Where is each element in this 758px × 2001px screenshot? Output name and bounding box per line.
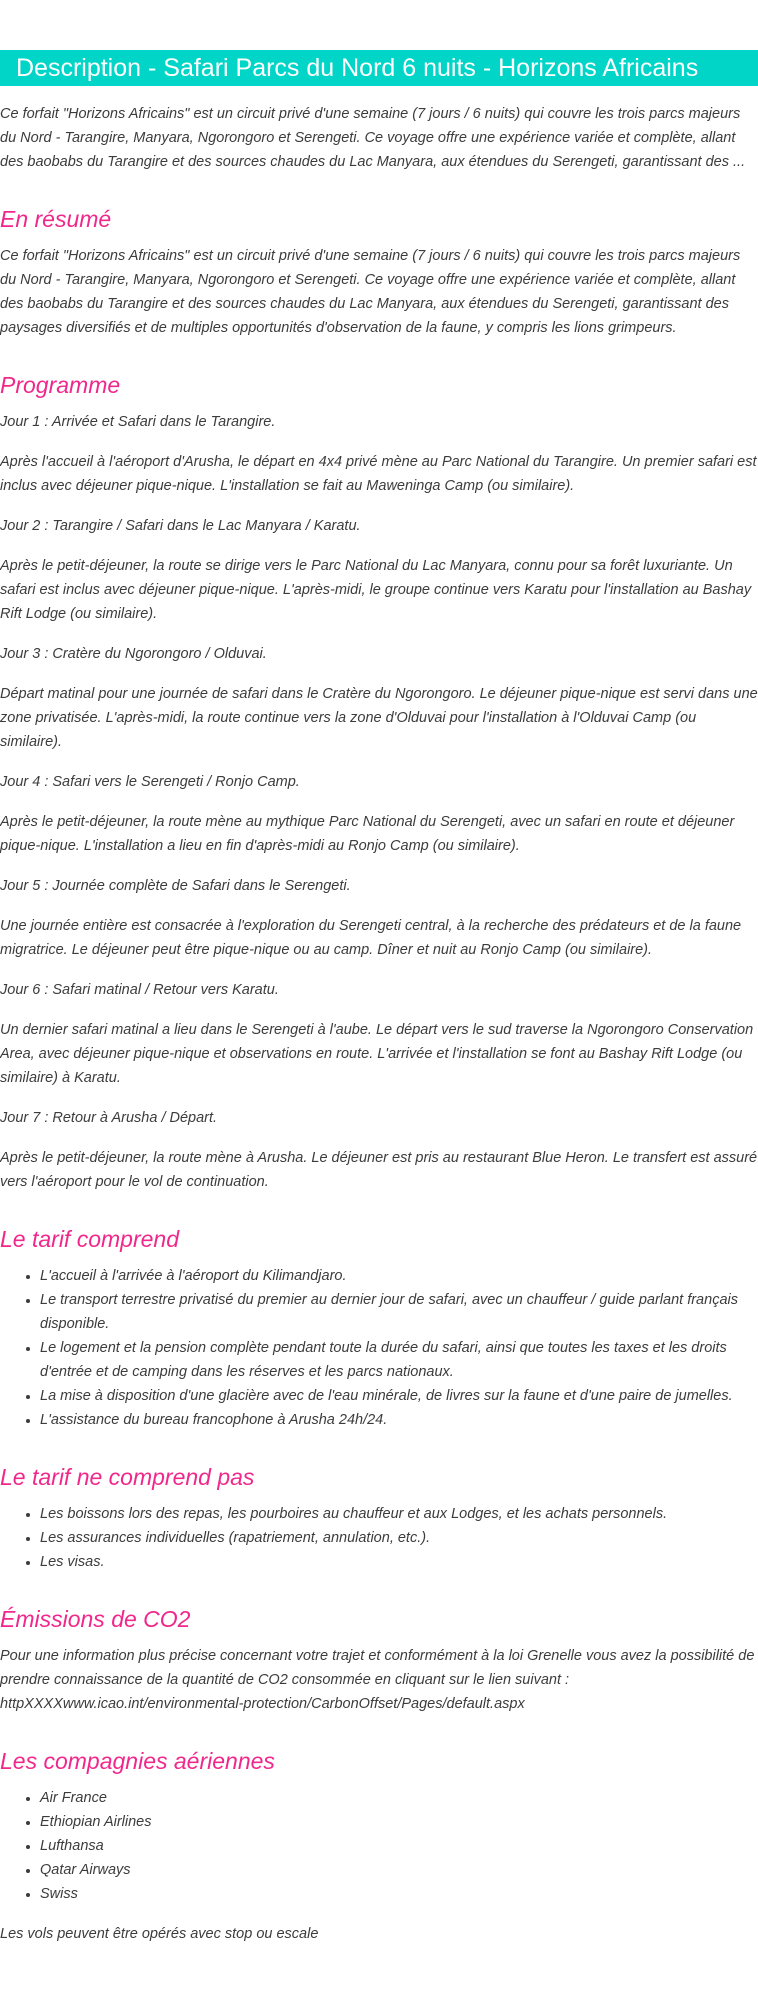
list-item: • Le transport terrestre privatisé du premier au dernier jour de safari, avec un chauffeur / guide parlant français disponible.	[40, 1288, 758, 1336]
excluded-list	[0, 1502, 758, 1574]
section-compagnies	[0, 1744, 758, 1946]
list-item: • L'assistance du bureau francophone à Arusha 24h/24.	[40, 1408, 758, 1432]
flights-note: Les vols peuvent être opérés avec stop ou escale	[0, 1926, 319, 1942]
list-item: • Ethiopian Airlines	[40, 1810, 758, 1834]
list-item: • Qatar Airways	[40, 1858, 758, 1882]
day-1-title: Jour 1 : Arrivée et Safari dans le Tarangire.	[0, 414, 276, 430]
resume-paragraph: Ce forfait "Horizons Africains" est un circuit privé d'une semaine (7 jours / 6 nuits) qui couvre les trois parcs majeurs du Nord - Tarangire, Manyara, Ngorongoro et Serengeti. Ce voyage offre une expérience variée et complète, allant des baobabs du Tarangire et des sources chaudes du Lac Manyara, aux étendues du Serengeti, garantissant des paysages diversifiés et de multiples opportunités d'observation de la faune, y compris les lions grimpeurs.	[0, 248, 741, 336]
section-tarif-comprend	[0, 1222, 758, 1432]
list-item: • L'accueil à l'arrivée à l'aéroport du Kilimandjaro.	[40, 1264, 758, 1288]
co2-paragraph: Pour une information plus précise concernant votre trajet et conformément à la loi Grenelle vous avez la possibilité de prendre connaissance de la quantité de CO2 consommée en cliquant sur le lien suivant : httpXXXXwww.icao.int/environmental-protection/CarbonOffset/Pages/default.aspx	[0, 1648, 755, 1712]
day-2-text: Après le petit-déjeuner, la route se dirige vers le Parc National du Lac Manyara, connu pour sa forêt luxuriante. Un safari est inclus avec déjeuner pique-nique. L'après-midi, le groupe continue vers Karatu pour l'installation au Bashay Rift Lodge (ou similaire).	[0, 558, 752, 622]
day-5-title: Jour 5 : Journée complète de Safari dans le Serengeti.	[0, 878, 351, 894]
section-co2	[0, 1602, 758, 1716]
section-programme	[0, 368, 758, 1194]
section-heading-co2: Émissions de CO2	[0, 1606, 191, 1632]
intro-paragraph: Ce forfait "Horizons Africains" est un circuit privé d'une semaine (7 jours / 6 nuits) qui couvre les trois parcs majeurs du Nord - Tarangire, Manyara, Ngorongoro et Serengeti. Ce voyage offre une expérience variée et complète, allant des baobabs du Tarangire et des sources chaudes du Lac Manyara, aux étendues du Serengeti, garantissant des ...	[0, 106, 746, 170]
list-item: • Lufthansa	[40, 1834, 758, 1858]
list-item: • Air France	[40, 1786, 758, 1810]
page	[0, 50, 758, 1946]
day-7-text: Après le petit-déjeuner, la route mène à Arusha. Le déjeuner est pris au restaurant Blue Heron. Le transfert est assuré vers l'aéroport pour le vol de continuation.	[0, 1150, 758, 1190]
day-7-title: Jour 7 : Retour à Arusha / Départ.	[0, 1110, 218, 1126]
section-heading-resume: En résumé	[0, 206, 112, 232]
section-resume	[0, 202, 758, 340]
airlines-list	[0, 1786, 758, 1906]
day-5-text: Une journée entière est consacrée à l'exploration du Serengeti central, à la recherche des prédateurs et de la faune migratrice. Le déjeuner peut être pique-nique ou au camp. Dîner et nuit au Ronjo Camp (ou similaire).	[0, 918, 742, 958]
day-2-title: Jour 2 : Tarangire / Safari dans le Lac Manyara / Karatu.	[0, 518, 361, 534]
section-heading-tarif-ne-comprend-pas: Le tarif ne comprend pas	[0, 1464, 255, 1490]
day-6-title: Jour 6 : Safari matinal / Retour vers Karatu.	[0, 982, 279, 998]
section-tarif-ne-comprend-pas	[0, 1460, 758, 1574]
page-title-banner	[0, 50, 758, 86]
list-item: • Swiss	[40, 1882, 758, 1906]
day-4-title: Jour 4 : Safari vers le Serengeti / Ronjo Camp.	[0, 774, 300, 790]
included-list	[0, 1264, 758, 1432]
day-4-text: Après le petit-déjeuner, la route mène au mythique Parc National du Serengeti, avec un safari en route et déjeuner pique-nique. L'installation a lieu en fin d'après-midi au Ronjo Camp (ou similaire).	[0, 814, 735, 854]
section-heading-programme: Programme	[0, 372, 121, 398]
section-heading-tarif-comprend: Le tarif comprend	[0, 1226, 179, 1252]
list-item: • La mise à disposition d'une glacière avec de l'eau minérale, de livres sur la faune et d'une paire de jumelles.	[40, 1384, 758, 1408]
day-6-text: Un dernier safari matinal a lieu dans le Serengeti à l'aube. Le départ vers le sud traverse la Ngorongoro Conservation Area, avec déjeuner pique-nique et observations en route. L'arrivée et l'installation se font au Bashay Rift Lodge (ou similaire) à Karatu.	[0, 1022, 754, 1086]
list-item: • Les boissons lors des repas, les pourboires au chauffeur et aux Lodges, et les achats personnels.	[40, 1502, 758, 1526]
day-3-title: Jour 3 : Cratère du Ngorongoro / Olduvai.	[0, 646, 267, 662]
day-3-text: Départ matinal pour une journée de safari dans le Cratère du Ngorongoro. Le déjeuner pique-nique est servi dans une zone privatisée. L'après-midi, la route continue vers la zone d'Olduvai pour l'installation à l'Olduvai Camp (ou similaire).	[0, 686, 758, 750]
page-title: Description - Safari Parcs du Nord 6 nuits - Horizons Africains	[16, 54, 699, 82]
list-item: • Les visas.	[40, 1550, 758, 1574]
day-1-text: Après l'accueil à l'aéroport d'Arusha, le départ en 4x4 privé mène au Parc National du Tarangire. Un premier safari est inclus avec déjeuner pique-nique. L'installation se fait au Maweninga Camp (ou similaire).	[0, 454, 757, 494]
list-item: • Les assurances individuelles (rapatriement, annulation, etc.).	[40, 1526, 758, 1550]
list-item: • Le logement et la pension complète pendant toute la durée du safari, ainsi que toutes les taxes et les droits d'entrée et de camping dans les réserves et les parcs nationaux.	[40, 1336, 758, 1384]
section-heading-compagnies: Les compagnies aériennes	[0, 1748, 275, 1774]
